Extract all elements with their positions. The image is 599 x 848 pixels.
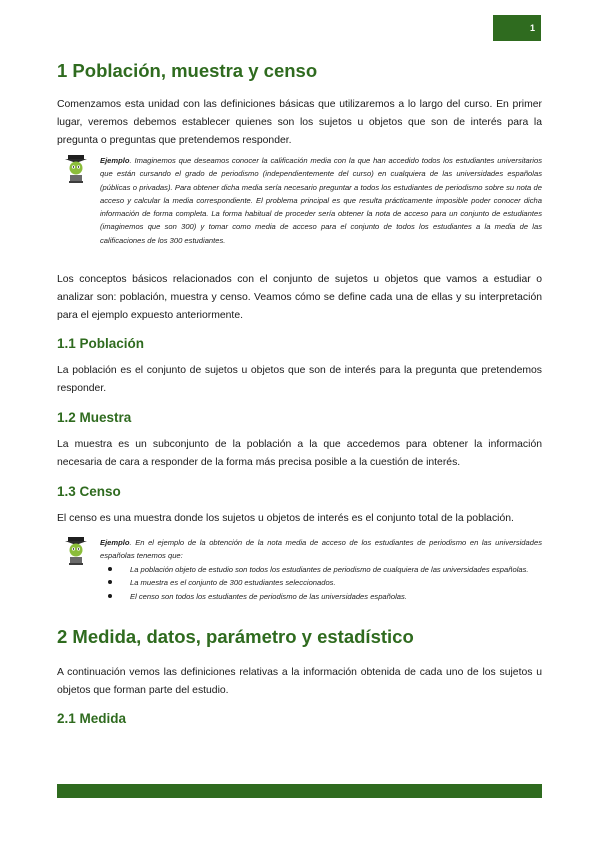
- subsection-1-2-title: 1.2 Muestra: [57, 410, 132, 425]
- example-2-label: Ejemplo: [100, 538, 130, 547]
- example-2-bullet-list: [130, 563, 542, 603]
- section-1-intro: Comenzamos esta unidad con las definiciones básicas que utilizaremos a lo largo del curso. En primer lugar, veremos debemos establecer quienes son los sujetos u objetos que son de interés para la pregunta o preguntas que pretendemos responder.: [57, 99, 542, 146]
- bullet-item: La población objeto de estudio son todos los estudiantes de periodismo de cualquiera de las universidades españolas.: [130, 563, 542, 576]
- bullet-dot: [108, 594, 112, 598]
- section-2-intro: A continuación vemos las definiciones relativas a la información obtenida de cada uno de los sujetos u objetos que forman parte del estudio.: [57, 667, 542, 696]
- example-1-text: [100, 154, 542, 247]
- footer-bar: [57, 784, 542, 798]
- student-mascot-icon: [65, 536, 87, 566]
- concepts-paragraph: Los conceptos básicos relacionados con el conjunto de sujetos u objetos que vamos a estudiar o analizar son: población, muestra y censo. Veamos cómo se define cada una de ellas y su interpretación para el ejemplo expuesto anteriormente.: [57, 274, 542, 321]
- subsection-1-1-title: 1.1 Población: [57, 336, 145, 351]
- subsection-1-1-text: La población es el conjunto de sujetos u objetos que son de interés para la pregunta que pretendemos responder.: [57, 365, 542, 394]
- student-mascot-icon: [65, 154, 87, 184]
- page-number-badge: [493, 15, 541, 41]
- subsection-1-3-title: 1.3 Censo: [57, 484, 121, 499]
- subsection-2-1-title: 2.1 Medida: [57, 711, 127, 726]
- example-1-label: Ejemplo: [100, 156, 130, 165]
- subsection-1-3-text: El censo es una muestra donde los sujetos u objetos de interés es el conjunto total de la población.: [57, 513, 514, 524]
- section-1-title: 1 Población, muestra y censo: [57, 60, 318, 81]
- bullet-item: La muestra es el conjunto de 300 estudiantes seleccionados.: [130, 576, 542, 589]
- example-2-body: . En el ejemplo de la obtención de la nota media de acceso de los estudiantes de periodismo en las universidades españolas tenemos que:: [100, 538, 542, 561]
- page-number: 1: [529, 23, 535, 33]
- example-1-body: . Imaginemos que deseamos conocer la calificación media con la que han accedido todos los estudiantes universitarios que están cursando el grado de periodismo (independientemente del curso) en cualquiera de las universidades españolas (públicas o privadas). Para obtener dicha media sería necesario preguntar a todos los estudiantes de periodismo sobre su nota de acceso y calcular la media correspondiente. El problema principal es que resulta prácticamente imposible poder conocer dicha información de forma completa. La forma habitual de proceder sería obtener la nota de acceso para un conjunto de estudiantes (imaginemos que son 300) y tomar como media de acceso para el conjunto de todos los estudiantes a la media de las calificaciones de los 300 estudiantes.: [100, 156, 542, 245]
- section-2-title: 2 Medida, datos, parámetro y estadístico: [57, 626, 414, 647]
- subsection-1-2-text: La muestra es un subconjunto de la población a la que accedemos para obtener la información necesaria de cara a responder de la forma más precisa posible a la cuestión de interés.: [57, 439, 542, 468]
- bullet-item: El censo son todos los estudiantes de periodismo de las universidades españolas.: [130, 590, 542, 603]
- bullet-dot: [108, 567, 112, 571]
- example-2-text: [100, 536, 542, 563]
- bullet-dot: [108, 580, 112, 584]
